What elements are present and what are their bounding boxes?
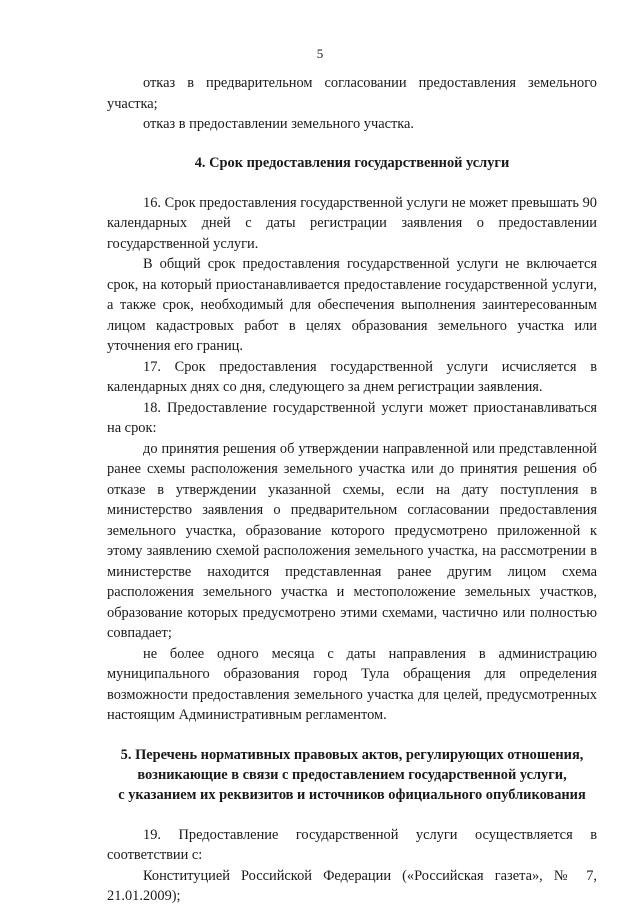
section-4-heading: 4. Срок предоставления государственной услуги — [194, 154, 510, 171]
page-number: 5 — [316, 46, 324, 61]
paragraph: отказ в предварительном согласовании предоставления земельного участка; — [107, 75, 597, 112]
section-5-heading-line: возникающие в связи с предоставлением государственной услуги, — [137, 766, 567, 783]
section-5-heading — [107, 745, 597, 805]
section-5-heading-line: с указанием их реквизитов и источников официального опубликования — [118, 786, 586, 803]
paragraph: 16. Срок предоставления государственной услуги не может превышать 90 календарных дней с даты регистрации заявления о предоставлении государственной услуги. — [107, 194, 597, 252]
paragraph: не более одного месяца с даты направления в администрацию муниципального образования город Тула обращения для определения возможности предоставления земельного участка для целей, предусмотренных настоящим Административным регламентом. — [107, 645, 597, 723]
document-body — [107, 73, 597, 907]
paragraph: Конституцией Российской Федерации («Российская газета», № 7, 21.01.2009); — [107, 867, 597, 904]
paragraph: 18. Предоставление государственной услуги может приостанавливаться на срок: — [107, 399, 597, 436]
paragraph: В общий срок предоставления государственной услуги не включается срок, на который приостанавливается предоставление государственной услуги, а также срок, необходимый для обеспечения выполнения заинтересованным лицом кадастровых работ в целях образования земельного участка или уточнения его границ. — [107, 256, 597, 354]
paragraph: 19. Предоставление государственной услуги осуществляется в соответствии с: — [107, 826, 597, 863]
paragraph: отказ в предоставлении земельного участка. — [143, 116, 415, 132]
paragraph: до принятия решения об утверждении направленной или представленной ранее схемы расположения земельного участка или до принятия решения об отказе в утверждении указанной схемы, если на дату поступления в министерство заявления о предварительном согласовании предоставления земельного участка, образование которого предусмотрено приложенной к этому заявлению схемой расположения земельного участка, на рассмотрении в министерстве находится представленная ранее другим лицом схема расположения земельного участка и местоположение земельных участков, образование которых предусмотрено этими схемами, частично или полностью совпадает; — [107, 440, 597, 641]
paragraph: 17. Срок предоставления государственной услуги исчисляется в календарных днях со дня, следующего за днем регистрации заявления. — [107, 358, 597, 395]
section-5-heading-line: 5. Перечень нормативных правовых актов, регулирующих отношения, — [120, 746, 584, 763]
